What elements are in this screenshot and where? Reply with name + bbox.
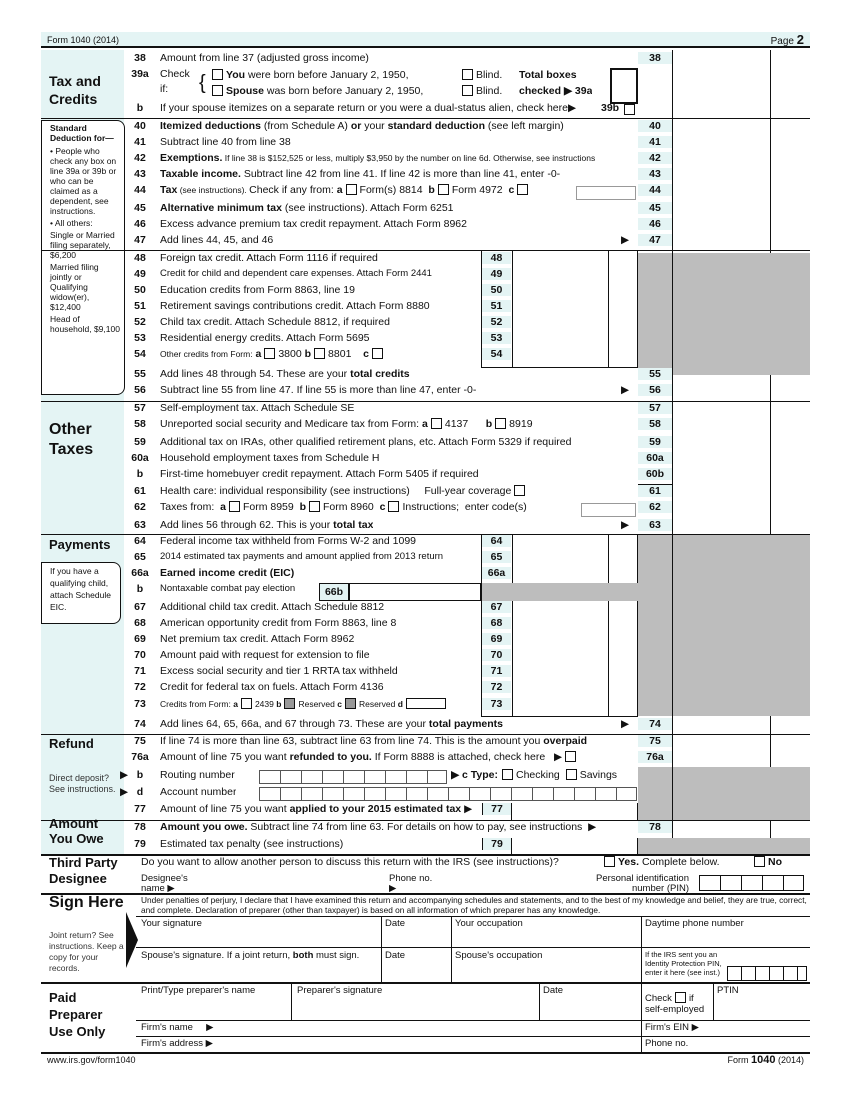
line-51: 51 Retirement savings contributions credit. Attach Form 8880 51 [41, 300, 810, 316]
you-born-checkbox[interactable] [212, 69, 223, 80]
preparer-name-label: Print/Type preparer's name [141, 985, 256, 996]
firm-ein-label: Firm's EIN ▶ [645, 1022, 699, 1033]
line-63: 63 Add lines 56 through 62. This is your total tax ▶ 63 [41, 519, 810, 535]
date-label: Date [385, 918, 406, 929]
sign-here-arrow-icon [126, 912, 138, 968]
self-employed-checkbox[interactable] [675, 992, 686, 1003]
line-73: 73 Credits from Form: a 2439 b Reserved c Reserved d 73 [41, 698, 810, 716]
section-title-amount-you-owe: Amount You Owe [49, 816, 104, 846]
firm-name-label: Firm's name ▶ [141, 1022, 214, 1033]
daytime-phone-label: Daytime phone number [645, 918, 744, 929]
line-48: 48 Foreign tax credit. Attach Form 1116 if required 48 [41, 252, 810, 268]
line-66b: b Nontaxable combat pay election 66b [41, 583, 810, 601]
line-70: 70 Amount paid with request for extension to file 70 [41, 649, 810, 665]
ip-pin-input[interactable] [727, 966, 807, 981]
line-67: 67 Additional child tax credit. Attach Schedule 8812 67 [41, 601, 810, 617]
total-boxes-input[interactable] [610, 68, 638, 104]
section-title-payments: Payments [49, 537, 111, 552]
line-42: 42 Exemptions. If line 38 is $152,525 or less, multiply $3,950 by the number on line 6d. Otherwise, see instructions 42 [41, 152, 810, 168]
full-year-coverage-checkbox[interactable] [514, 485, 525, 496]
line-60b: b First-time homebuyer credit repayment. Attach Form 5405 if required 60b [41, 468, 810, 484]
form-1040-page-2: Form 1040 (2014) Page 2 Tax and Credits Standard Deduction for— • People who check any box on line 39a or 39b or who can be claimed as a dependent, see instructions. • All others: Single or Married filing separately, $6,200 Married filing jointly or Qualifying widow(er), $12,400 Head of household, $9,100 38 Amount from line 37 (adjusted gross income) 38 39a Check if: { You were born before January 2, 1950, Spouse was born before January 2, 1950, Blind. Blind. Total boxes checked ▶ 39a b If your spouse itemizes on a separate return or you were a dual-status alien, check here▶ 39b 40 Itemized deductions (from Schedule A) or your standard deduction (see left margin) 40 41 Subtract line 40 from line 38 41 42 Exemptions. If line 38 is $152,525 or less, multiply $3,950 by the number on line 6d. Otherwise, see instructions 42 43 Taxable income. Subtract line 42 from line 41. If line 42 is more than line 41, enter -0- 43 44 Tax (see instructions). Check if any from: a Form(s) 8814 b Form 4972 c 44 45 Alternative minimum tax (see instructions). Attach Form 6251 45 46 Excess advance premium tax credit repayment. Attach Form 8962 46 47 Add lines 44, 45, and 46 ▶ 47 48 Foreign tax credit. Attach Form 1116 if required 48 49 Credit for child and dependent care expenses. Attach Form 2441 49 50 Education credits from Form 8863, line 19 50 51 Retirement savings contributions credit. Attach Form 8880 51 52 Child tax credit. Attach Schedule 8812, if required 52 53 Residential energy credits. Attach Form 5695 53 54 Other credits from Form: a 3800 b 8801 c 54 55 Add lines 48 through 54. These are your total credits 55 56 Subtract line 55 from line 47. If line 55 is more than line 47, enter -0- ▶ 56 Other Taxes 57 Self-employment tax. Attach Schedule SE 57 58 Unreported social security and Medicare tax from Form: a 4137 b 8919 58 59 Additional tax on IRAs, other qualified retirement plans, etc. Attach Form 5329 if required 59 60a Household employment taxes from Schedule H 60a b First-time homebuyer credit repayment. Attach Form 5405 if required 60b 61 Health care: individual responsibility (see instructions) Full-year coverage 61 62 Taxes from: a Form 8959 b Form 8960 c Instructions; enter code(s) 62 63 Add lines 56 through 62. This is your total tax ▶ 63 Payments If you have a qualifying child, attach Schedule EIC. 64 Federal income tax withheld from Forms W-2 and 1099 64 65 2014 estimated tax payments and amount applied from 2013 return 65 66a Earned income credit (EIC) 66a b Nontaxable combat pay election 66b 67 Additional child tax credit. Attach Schedule 8812 67 68 American opportunity credit from Form 8863, line 8 68 69 Net premium tax credit. Attach Form 8962 69 70 Amount paid with request for extension to file 70 71 Excess social security and tier 1 RRTA tax withheld 71 72 Credit for federal tax on fuels. Attach Form 4136 72 73 Credits from Form: a 2439 b Reserved c Reserved d 73 74 Add lines 64, 65, 66a, and 67 through 73. These are your total payments ▶ 74 Refund Direct deposit? See instructions. 75 If line 74 is more than line 63, subtract line 63 from line 74. This is the amount you overpaid 75 76a Amount of line 75 you want refunded to you. If Form 8888 is attached, check here ▶ 76a b ▶ Routing number ▶ c Type: Checking Savings ▶ d Account number 77 Amount of line 75 you want applied to your 2015 estimated tax ▶ 77 Amount You Owe 78 Amount you owe. Subtract line 74 from line 63. For details on how to pay, see instructions ▶ 78 79 Estimated tax penalty (see instructions) 79 Third Party Designee Do you want to allow another person to discuss this return with the IRS (see instructions)? Yes. Complete below. No Designee's name ▶ Phone no. ▶ Personal identification number (PIN) Sign Here Joint return? See instructions. Keep a copy for your records. Under penalties of perjury, I declare that I have examined this return and accompanying schedules and statements, and to the best of my knowledge and belief, they are true, correct, and complete. Declaration of preparer (other than taxpayer) is based on all information of which preparer has any knowledge. Your signature Date Your occupation Daytime phone number Spouse's signature. If a joint return, both must sign. Date Spouse's occupation If the IRS sent you an Identity Protection PIN, enter it here (see inst.) Paid Preparer Use Only Print/Type preparer's name Preparer's signature Date Check if self-employed PTIN Firm's name ▶ Firm's EIN ▶ Firm's address ▶ Phone no. www.irs.gov/form1040 Form 1040 (2014) [41, 32, 810, 1066]
line-76d: ▶ d Account number [41, 786, 810, 802]
irs-url[interactable]: www.irs.gov/form1040 [47, 1055, 136, 1065]
refund-note: Direct deposit? See instructions. [49, 773, 116, 794]
line-44-code[interactable] [576, 186, 636, 200]
line-64: 64 Federal income tax withheld from Forms W-2 and 1099 64 [41, 535, 810, 551]
checking-checkbox[interactable] [502, 769, 513, 780]
line-55: 55 Add lines 48 through 54. These are your total credits 55 [41, 368, 810, 384]
savings-checkbox[interactable] [566, 769, 577, 780]
line-44: 44 Tax (see instructions). Check if any from: a Form(s) 8814 b Form 4972 c 44 [41, 184, 810, 202]
line-49: 49 Credit for child and dependent care expenses. Attach Form 2441 49 [41, 268, 810, 284]
line-41: 41 Subtract line 40 from line 38 41 [41, 136, 810, 152]
line-68: 68 American opportunity credit from Form 8863, line 8 68 [41, 617, 810, 633]
preparer-signature-label: Preparer's signature [297, 985, 383, 996]
line-62-code[interactable] [581, 503, 636, 517]
spouse-born-checkbox[interactable] [212, 85, 223, 96]
self-employed-label: Check if self-employed [645, 993, 705, 1015]
spouse-occupation-label: Spouse's occupation [455, 950, 543, 961]
line-66a: 66a Earned income credit (EIC) 66a [41, 567, 810, 583]
line-39a: 39a Check if: { You were born before January 2, 1950, Spouse was born before January 2, 1950, Blind. Blind. Total boxes checked ▶ 39a [41, 68, 810, 108]
line-76b: b ▶ Routing number ▶ c Type: Checking Savings [41, 769, 810, 785]
section-title-sign-here: Sign Here [49, 894, 124, 911]
page-header [41, 32, 810, 48]
line-45: 45 Alternative minimum tax (see instructions). Attach Form 6251 45 [41, 202, 810, 218]
line-71: 71 Excess social security and tier 1 RRTA tax withheld 71 [41, 665, 810, 681]
spouse-blind-checkbox[interactable] [462, 85, 473, 96]
line-57: 57 Self-employment tax. Attach Schedule SE 57 [41, 402, 810, 418]
line-52: 52 Child tax credit. Attach Schedule 8812, if required 52 [41, 316, 810, 332]
line-47: 47 Add lines 44, 45, and 46 ▶ 47 [41, 234, 810, 250]
you-blind-checkbox[interactable] [462, 69, 473, 80]
line-59: 59 Additional tax on IRAs, other qualified retirement plans, etc. Attach Form 5329 if required 59 [41, 436, 810, 452]
line-65: 65 2014 estimated tax payments and amount applied from 2013 return 65 [41, 551, 810, 567]
third-party-no-checkbox[interactable] [754, 856, 765, 867]
line-50: 50 Education credits from Form 8863, line 19 50 [41, 284, 810, 300]
line-62: 62 Taxes from: a Form 8959 b Form 8960 c Instructions; enter code(s) 62 [41, 501, 810, 519]
preparer-date-label: Date [543, 985, 564, 996]
line-38: 38 Amount from line 37 (adjusted gross income) 38 [41, 52, 810, 68]
sign-note: Joint return? See instructions. Keep a copy for your records. [49, 930, 124, 973]
spouse-signature-label: Spouse's signature. If a joint return, both must sign. [141, 950, 360, 961]
line-43: 43 Taxable income. Subtract line 42 from line 41. If line 42 is more than line 41, enter -0- 43 [41, 168, 810, 184]
line-60a: 60a Household employment taxes from Schedule H 60a [41, 452, 810, 468]
payments-note: If you have a qualifying child, attach Schedule EIC. [41, 562, 121, 624]
standard-deduction-box: Standard Deduction for— • People who check any box on line 39a or 39b or who can be claimed as a dependent, see instructions. • All others: Single or Married filing separately, $6,200 Married filing jointly or Qualifying widow(er), $12,400 Head of household, $9,100 [41, 120, 125, 395]
line-77: 77 Amount of line 75 you want applied to your 2015 estimated tax ▶ 77 [41, 803, 810, 819]
perjury-statement: Under penalties of perjury, I declare that I have examined this return and accompanying schedules and statements, and to the best of my knowledge and belief, they are true, correct, and complete. Declaration of preparer (other than taxpayer) is based on all information of which preparer has any knowledge. [141, 895, 807, 915]
39b-checkbox[interactable] [624, 104, 635, 115]
line-76a: 76a Amount of line 75 you want refunded to you. If Form 8888 is attached, check here ▶ 76a [41, 751, 810, 767]
section-title-tax-credits: Tax and Credits [49, 73, 101, 107]
form-id: Form 1040 (2014) [47, 35, 120, 45]
your-occupation-label: Your occupation [455, 918, 523, 929]
line-53: 53 Residential energy credits. Attach Form 5695 53 [41, 332, 810, 348]
line-74: 74 Add lines 64, 65, 66a, and 67 through 73. These are your total payments ▶ 74 [41, 718, 810, 734]
third-party-designee: Do you want to allow another person to discuss this return with the IRS (see instructions)? Yes. Complete below. No Designee's name ▶ Phone no. ▶ Personal identification number (PIN) [41, 855, 810, 893]
section-title-other-taxes: Other Taxes [49, 421, 94, 458]
firm-address-label: Firm's address ▶ [141, 1038, 213, 1049]
third-party-yes-checkbox[interactable] [604, 856, 615, 867]
your-signature-label: Your signature [141, 918, 202, 929]
designee-pin-input[interactable] [699, 875, 804, 891]
line-56: 56 Subtract line 55 from line 47. If line 55 is more than line 47, enter -0- ▶ 56 [41, 384, 810, 400]
line-75: 75 If line 74 is more than line 63, subtract line 63 from line 74. This is the amount you overpaid 75 [41, 735, 810, 751]
line-54: 54 Other credits from Form: a 3800 b 8801 c 54 [41, 348, 810, 366]
66b-input[interactable] [349, 583, 481, 601]
ip-pin-label: If the IRS sent you an Identity Protection PIN, enter it here (see inst.) [645, 950, 722, 977]
footer [41, 1054, 810, 1066]
line-61: 61 Health care: individual responsibility (see instructions) Full-year coverage 61 [41, 485, 810, 501]
section-title-third-party: Third Party Designee [49, 855, 118, 886]
section-title-paid-preparer: Paid Preparer Use Only [49, 990, 106, 1039]
section-title-refund: Refund [49, 736, 94, 751]
line-69: 69 Net premium tax credit. Attach Form 8962 69 [41, 633, 810, 649]
footer-form-id: Form 1040 (2014) [727, 1054, 804, 1066]
form-8888-checkbox[interactable] [565, 751, 576, 762]
line-46: 46 Excess advance premium tax credit repayment. Attach Form 8962 46 [41, 218, 810, 234]
page-number: Page 2 [770, 32, 804, 47]
routing-number-input[interactable] [259, 770, 447, 784]
phone-label: Phone no. [645, 1038, 689, 1049]
line-40: 40 Itemized deductions (from Schedule A) or your standard deduction (see left margin) 40 [41, 120, 810, 136]
line-79: 79 Estimated tax penalty (see instructions) 79 [41, 838, 810, 854]
line-78: 78 Amount you owe. Subtract line 74 from line 63. For details on how to pay, see instructions ▶ 78 [41, 821, 810, 837]
account-number-input[interactable] [259, 787, 637, 801]
ptin-label: PTIN [717, 985, 739, 996]
line-72: 72 Credit for federal tax on fuels. Attach Form 4136 72 [41, 681, 810, 697]
line-58: 58 Unreported social security and Medicare tax from Form: a 4137 b 8919 58 [41, 418, 810, 436]
line-39b: b If your spouse itemizes on a separate return or you were a dual-status alien, check here▶ 39b [41, 102, 810, 118]
